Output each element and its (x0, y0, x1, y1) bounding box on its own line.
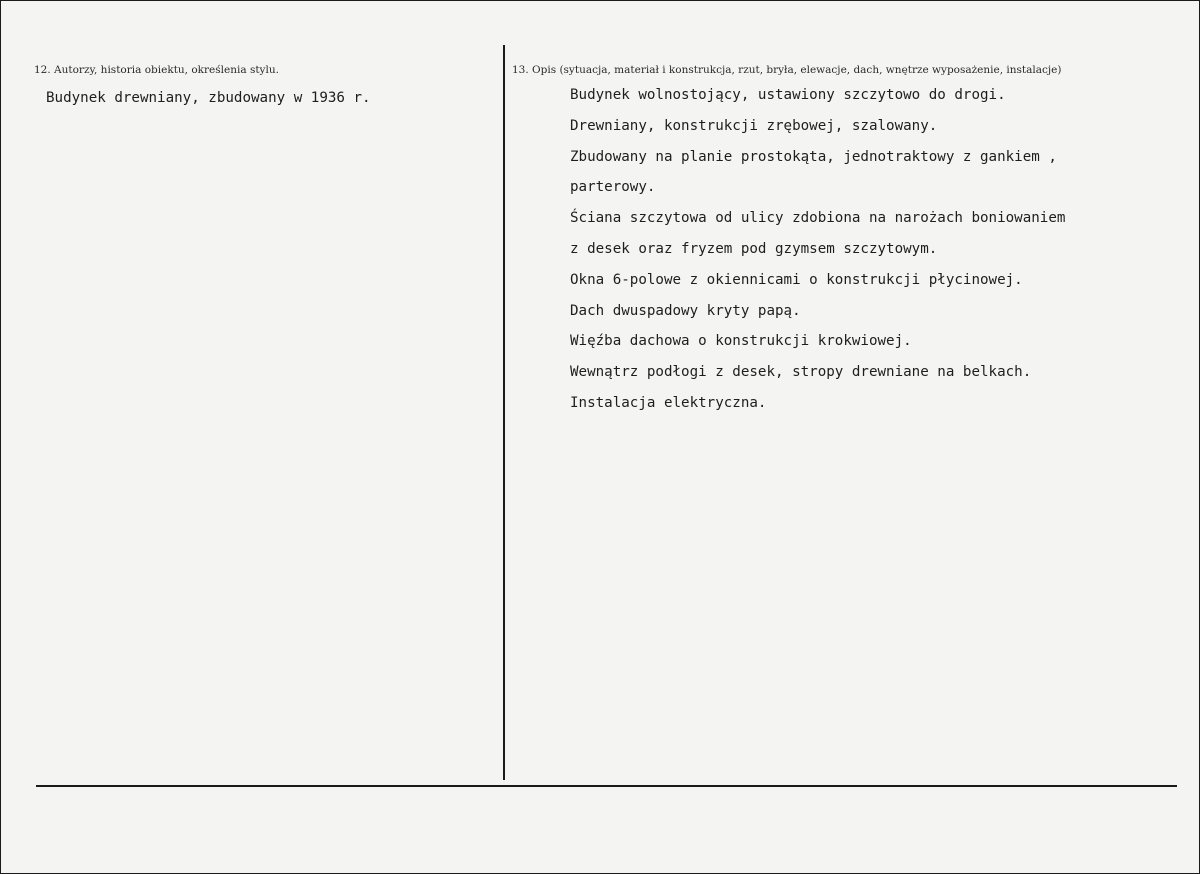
section-12-heading: 12. Autorzy, historia obiektu, określenia stylu. (34, 64, 279, 76)
description-line: Okna 6-polowe z okiennicami o konstrukcji płycinowej. (570, 271, 1023, 288)
description-line: parterowy. (570, 179, 656, 196)
section-12-text: Budynek drewniany, zbudowany w 1936 r. (46, 90, 371, 106)
description-line: Więźba dachowa o konstrukcji krokwiowej. (570, 333, 912, 350)
column-divider (503, 45, 505, 780)
description-line: Instalacja elektryczna. (570, 394, 767, 411)
description-line: Wewnątrz podłogi z desek, stropy drewniane na belkach. (570, 364, 1032, 381)
section-13-heading: 13. Opis (sytuacja, materiał i konstrukcja, rzut, bryła, elewacje, dach, wnętrze wyposażenie, instalacje) (512, 64, 1062, 76)
description-line: Zbudowany na planie prostokąta, jednotraktowy z gankiem , (570, 148, 1057, 165)
bottom-rule (36, 785, 1177, 787)
description-line: z desek oraz fryzem pod gzymsem szczytowym. (570, 240, 938, 257)
section-13-description (570, 85, 1065, 424)
description-line: Dach dwuspadowy kryty papą. (570, 302, 801, 319)
description-line: Drewniany, konstrukcji zrębowej, szalowany. (570, 117, 938, 134)
description-line: Budynek wolnostojący, ustawiony szczytowo do drogi. (570, 87, 1006, 103)
description-line: Ściana szczytowa od ulicy zdobiona na narożach boniowaniem (570, 210, 1066, 227)
